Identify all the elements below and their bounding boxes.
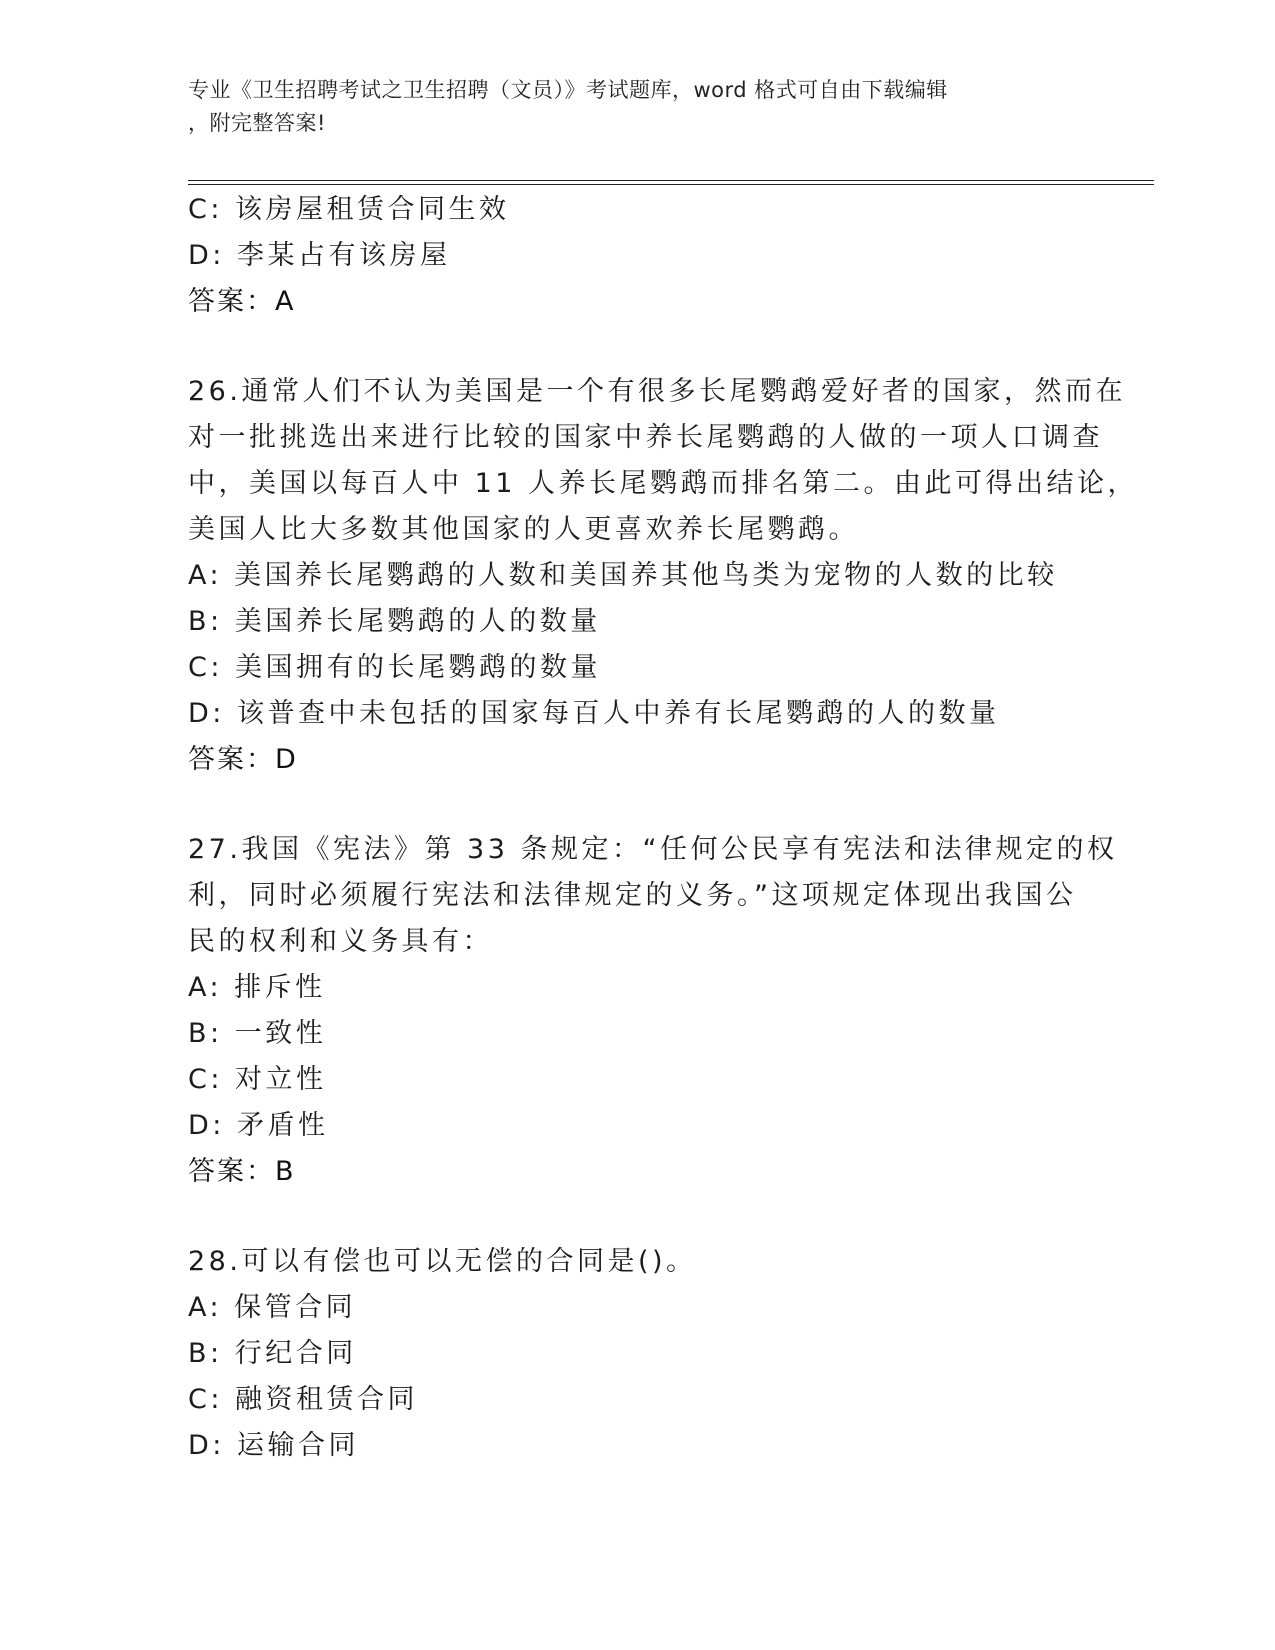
question-26 bbox=[188, 369, 1139, 783]
answer-line: 答案：D bbox=[188, 744, 298, 775]
header-line-1: 专业《卫生招聘考试之卫生招聘（文员）》考试题库，word 格式可自由下载编辑 bbox=[188, 78, 948, 102]
option-c: C: 融资租赁合同 bbox=[188, 1384, 419, 1415]
question-stem-line: 27.我国《宪法》第 33 条规定：“任何公民享有宪法和法律规定的权 bbox=[188, 834, 1118, 865]
question-stem-line: 28.可以有偿也可以无偿的合同是()。 bbox=[188, 1246, 697, 1277]
option-d: D: 该普查中未包括的国家每百人中养有长尾鹦鹉的人的数量 bbox=[188, 698, 1000, 729]
option-a: A: 排斥性 bbox=[188, 972, 326, 1003]
option-d: D: 运输合同 bbox=[188, 1430, 359, 1461]
question-list bbox=[188, 187, 1139, 1469]
option-d: D: 矛盾性 bbox=[188, 1110, 329, 1141]
answer-line: 答案：A bbox=[188, 286, 296, 317]
header-divider-top bbox=[188, 180, 1154, 181]
answer-line: 答案：B bbox=[188, 1156, 296, 1187]
option-c: C: 对立性 bbox=[188, 1064, 327, 1095]
header-line-2: ，附完整答案! bbox=[188, 111, 326, 135]
option-d: D: 李某占有该房屋 bbox=[188, 240, 451, 271]
header-divider-bottom bbox=[188, 184, 1154, 185]
question-stem-line: 民的权利和义务具有： bbox=[188, 926, 493, 957]
option-c: C: 该房屋租赁合同生效 bbox=[188, 194, 510, 225]
option-b: B: 行纪合同 bbox=[188, 1338, 357, 1369]
option-a: A: 美国养长尾鹦鹉的人数和美国养其他鸟类为宠物的人数的比较 bbox=[188, 560, 1058, 591]
question-25-tail bbox=[188, 187, 1088, 325]
question-stem-line: 中，美国以每百人中 11 人养长尾鹦鹉而排名第二。由此可得出结论， bbox=[188, 468, 1139, 499]
document-header bbox=[188, 74, 1088, 140]
option-a: A: 保管合同 bbox=[188, 1292, 357, 1323]
option-b: B: 一致性 bbox=[188, 1018, 327, 1049]
question-stem-line: 利，同时必须履行宪法和法律规定的义务。”这项规定体现出我国公 bbox=[188, 880, 1077, 911]
option-b: B: 美国养长尾鹦鹉的人的数量 bbox=[188, 606, 601, 637]
question-stem-line: 对一批挑选出来进行比较的国家中养长尾鹦鹉的人做的一项人口调查 bbox=[188, 422, 1103, 453]
question-28 bbox=[188, 1239, 1088, 1469]
question-stem-line: 26.通常人们不认为美国是一个有很多长尾鹦鹉爱好者的国家，然而在 bbox=[188, 376, 1126, 407]
option-c: C: 美国拥有的长尾鹦鹉的数量 bbox=[188, 652, 602, 683]
question-stem-line: 美国人比大多数其他国家的人更喜欢养长尾鹦鹉。 bbox=[188, 514, 859, 545]
question-27 bbox=[188, 827, 1118, 1195]
